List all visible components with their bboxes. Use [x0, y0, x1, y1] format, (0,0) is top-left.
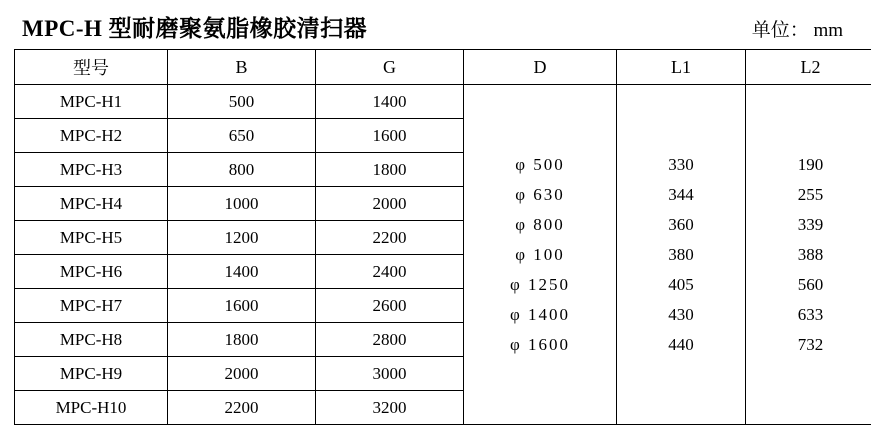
- column-header-model: 型号: [15, 50, 168, 85]
- l2-value: 255: [798, 180, 824, 210]
- cell-model: MPC-H1: [15, 85, 168, 119]
- cell-model: MPC-H6: [15, 255, 168, 289]
- column-header-l1: L1: [617, 50, 746, 85]
- table-row: [15, 85, 871, 119]
- column-header-d: D: [464, 50, 617, 85]
- d-value-list: [464, 85, 616, 424]
- cell-b: 1600: [168, 289, 316, 323]
- d-value: φ 500: [515, 150, 565, 180]
- cell-model: MPC-H4: [15, 187, 168, 221]
- l1-value: 330: [668, 150, 694, 180]
- d-value: φ 1600: [510, 330, 570, 360]
- table-header-row: [15, 50, 871, 85]
- l1-value: 440: [668, 330, 694, 360]
- table-body: [15, 85, 871, 425]
- column-header-b: B: [168, 50, 316, 85]
- l2-value: 732: [798, 330, 824, 360]
- l1-value: 360: [668, 210, 694, 240]
- cell-g: 2000: [316, 187, 464, 221]
- cell-model: MPC-H7: [15, 289, 168, 323]
- unit-note: 单位： mm: [752, 15, 849, 42]
- cell-g: 3000: [316, 357, 464, 391]
- cell-model: MPC-H9: [15, 357, 168, 391]
- l1-value: 380: [668, 240, 694, 270]
- l2-value: 190: [798, 150, 824, 180]
- cell-b: 800: [168, 153, 316, 187]
- cell-model: MPC-H2: [15, 119, 168, 153]
- cell-g: 1400: [316, 85, 464, 119]
- l2-value: 339: [798, 210, 824, 240]
- table-header-row-group: [15, 50, 871, 85]
- cell-l1-merged: [617, 85, 746, 425]
- l1-value: 430: [668, 300, 694, 330]
- cell-b: 1400: [168, 255, 316, 289]
- column-header-g: G: [316, 50, 464, 85]
- cell-d-merged: [464, 85, 617, 425]
- spec-table-container: [0, 49, 871, 425]
- cell-model: MPC-H8: [15, 323, 168, 357]
- page-title: MPC-H 型耐磨聚氨脂橡胶清扫器: [22, 10, 367, 43]
- spec-table: [14, 49, 871, 425]
- d-value: φ 100: [515, 240, 565, 270]
- l1-value: 344: [668, 180, 694, 210]
- document-header: [0, 0, 871, 49]
- l2-value: 633: [798, 300, 824, 330]
- column-header-l2: L2: [746, 50, 871, 85]
- cell-g: 2800: [316, 323, 464, 357]
- d-value: φ 800: [515, 210, 565, 240]
- l2-value-list: [746, 85, 871, 424]
- cell-g: 2400: [316, 255, 464, 289]
- cell-b: 1000: [168, 187, 316, 221]
- d-value: φ 1250: [510, 270, 570, 300]
- cell-g: 1600: [316, 119, 464, 153]
- l2-value: 560: [798, 270, 824, 300]
- cell-b: 2000: [168, 357, 316, 391]
- l2-value: 388: [798, 240, 824, 270]
- cell-model: MPC-H5: [15, 221, 168, 255]
- l1-value-list: [617, 85, 745, 424]
- cell-b: 500: [168, 85, 316, 119]
- d-value: φ 630: [515, 180, 565, 210]
- cell-model: MPC-H3: [15, 153, 168, 187]
- cell-g: 3200: [316, 391, 464, 425]
- d-value: φ 1400: [510, 300, 570, 330]
- cell-b: 1800: [168, 323, 316, 357]
- cell-b: 650: [168, 119, 316, 153]
- cell-b: 1200: [168, 221, 316, 255]
- cell-l2-merged: [746, 85, 871, 425]
- cell-g: 2200: [316, 221, 464, 255]
- cell-b: 2200: [168, 391, 316, 425]
- cell-g: 2600: [316, 289, 464, 323]
- cell-g: 1800: [316, 153, 464, 187]
- cell-model: MPC-H10: [15, 391, 168, 425]
- l1-value: 405: [668, 270, 694, 300]
